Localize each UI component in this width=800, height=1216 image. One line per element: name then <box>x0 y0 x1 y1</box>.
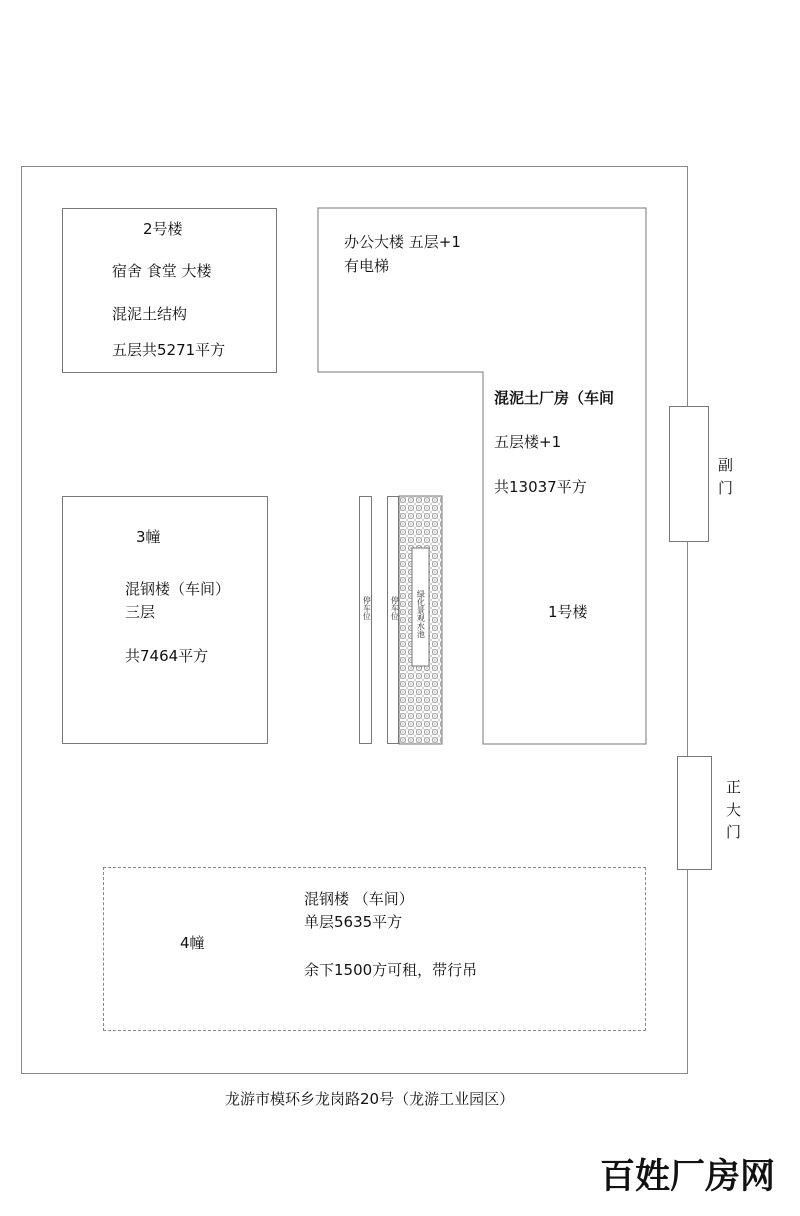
parking-label-1: 停车位 <box>362 596 372 620</box>
building-2-structure: 混泥土结构 <box>112 305 188 323</box>
building-4-area: 单层5635平方 <box>304 913 403 931</box>
building-3-area: 共7464平方 <box>125 647 209 665</box>
main-gate-label: 正大门 <box>726 778 742 841</box>
parking-strip-1 <box>359 496 372 744</box>
side-gate-label: 副门 <box>718 456 734 497</box>
building-3-floors: 三层 <box>125 603 156 621</box>
building-3-type: 混钢楼（车间） <box>125 580 231 598</box>
building-2-area: 五层共5271平方 <box>112 341 226 359</box>
building-1-area: 共13037平方 <box>494 478 587 496</box>
building-3-name: 3幢 <box>136 528 161 546</box>
building-3 <box>62 496 268 744</box>
address-caption: 龙游市模环乡龙岗路20号（龙游工业园区） <box>225 1090 515 1108</box>
building-1-floors: 五层楼+1 <box>494 433 562 451</box>
pool-label: 绿化景观水池 <box>416 590 426 638</box>
watermark-logo: 百姓厂房网 <box>600 1157 776 1197</box>
main-gate <box>677 756 712 870</box>
parking-label-2: 停车位 <box>390 596 400 620</box>
building-1-type: 混泥土厂房（车间 <box>494 389 615 407</box>
building-1-name: 1号楼 <box>548 603 588 621</box>
building-4-name: 4幢 <box>180 934 205 952</box>
building-4-rent: 余下1500方可租，带行吊 <box>304 961 478 979</box>
building-4-type: 混钢楼 （车间） <box>304 890 414 908</box>
parking-strip-2 <box>387 496 399 744</box>
building-2-use: 宿舍 食堂 大楼 <box>112 262 212 280</box>
office-line1: 办公大楼 五层+1 <box>344 233 461 251</box>
building-2-name: 2号楼 <box>143 220 183 238</box>
side-gate <box>669 406 709 542</box>
office-line2: 有电梯 <box>344 257 390 275</box>
